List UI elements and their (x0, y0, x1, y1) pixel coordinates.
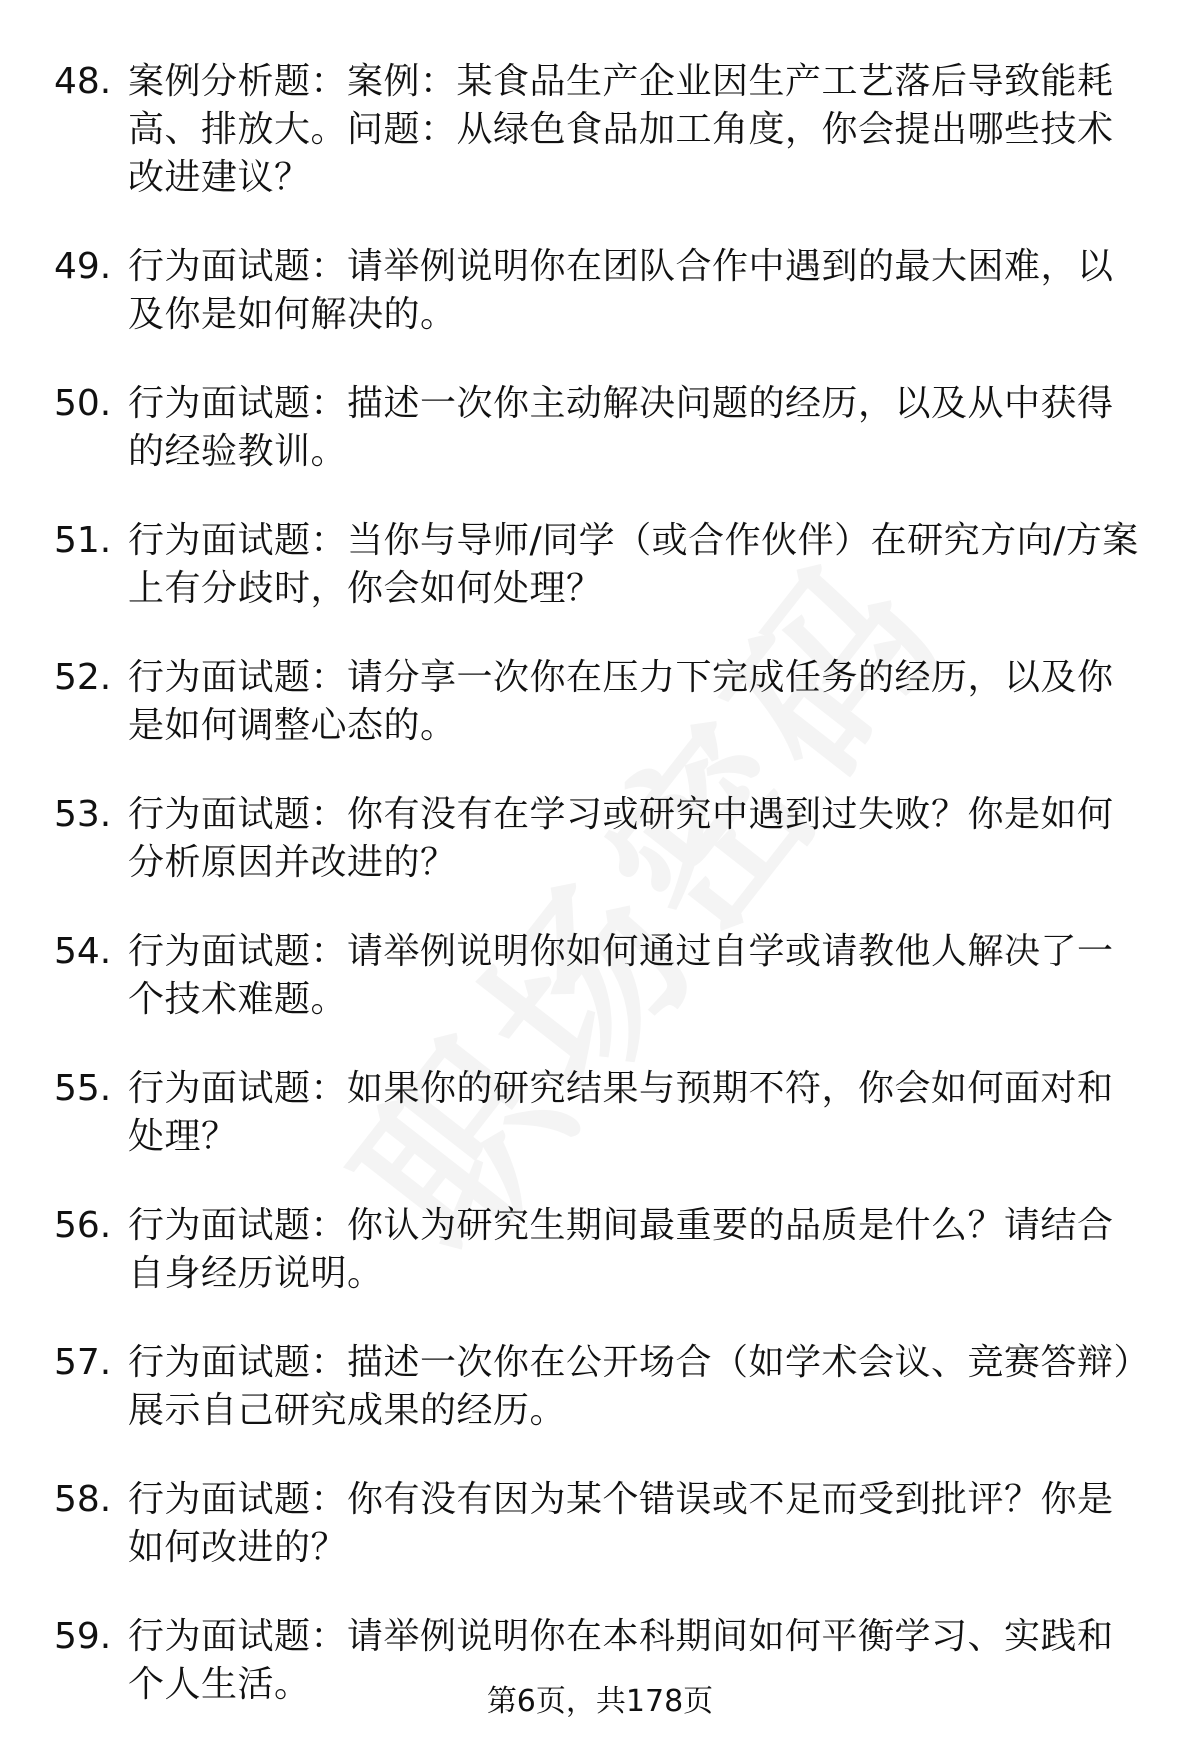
question-list (0, 58, 1200, 1750)
question-number: 55. (54, 1068, 112, 1109)
question-number: 49. (54, 246, 112, 287)
question-text: 行为面试题：描述一次你主动解决问题的经历，以及从中获得的经验教训。 (128, 383, 1114, 472)
question-text: 行为面试题：请举例说明你在本科期间如何平衡学习、实践和个人生活。 (128, 1616, 1114, 1705)
question-item (0, 1476, 1200, 1572)
question-text: 行为面试题：请分享一次你在压力下完成任务的经历，以及你是如何调整心态的。 (128, 657, 1114, 746)
question-text: 行为面试题：描述一次你在公开场合（如学术会议、竞赛答辩）展示自己研究成果的经历。 (128, 1342, 1133, 1431)
question-item (0, 654, 1200, 750)
question-number: 54. (54, 931, 112, 972)
question-item (0, 243, 1200, 339)
question-number: 48. (54, 61, 112, 102)
question-number: 59. (54, 1616, 112, 1657)
question-text: 行为面试题：请举例说明你在团队合作中遇到的最大困难，以及你是如何解决的。 (128, 246, 1114, 335)
question-text: 行为面试题：当你与导师/同学（或合作伙伴）在研究方向/方案上有分歧时，你会如何处理？ (128, 520, 1139, 609)
question-number: 53. (54, 794, 112, 835)
question-item (0, 380, 1200, 476)
question-item (0, 1065, 1200, 1161)
question-number: 58. (54, 1479, 112, 1520)
question-item (0, 58, 1200, 202)
question-item (0, 517, 1200, 613)
question-text: 行为面试题：你有没有在学习或研究中遇到过失败？你是如何分析原因并改进的？ (128, 794, 1114, 883)
question-number: 51. (54, 520, 112, 561)
question-number: 52. (54, 657, 112, 698)
question-number: 50. (54, 383, 112, 424)
page-number-footer: 第6页，共178页 (486, 1684, 714, 1719)
question-text: 行为面试题：如果你的研究结果与预期不符，你会如何面对和处理？ (128, 1068, 1114, 1157)
question-item (0, 1339, 1200, 1435)
question-text: 案例分析题：案例：某食品生产企业因生产工艺落后导致能耗高、排放大。问题：从绿色食品加工角度，你会提出哪些技术改进建议？ (128, 61, 1114, 198)
question-text: 行为面试题：你认为研究生期间最重要的品质是什么？请结合自身经历说明。 (128, 1205, 1114, 1294)
question-text: 行为面试题：你有没有因为某个错误或不足而受到批评？你是如何改进的？ (128, 1479, 1114, 1568)
question-text: 行为面试题：请举例说明你如何通过自学或请教他人解决了一个技术难题。 (128, 931, 1114, 1020)
question-item (0, 1202, 1200, 1298)
question-number: 57. (54, 1342, 112, 1383)
question-item (0, 791, 1200, 887)
question-item (0, 928, 1200, 1024)
question-number: 56. (54, 1205, 112, 1246)
